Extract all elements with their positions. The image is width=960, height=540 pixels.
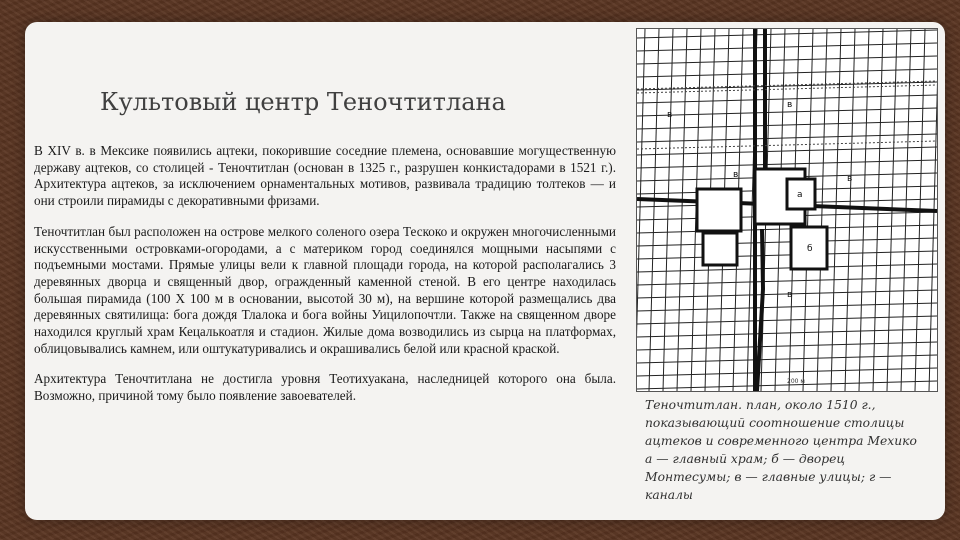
map-scale: 200 м bbox=[787, 378, 805, 385]
street-line bbox=[637, 30, 937, 38]
street-line bbox=[637, 251, 937, 259]
street-line bbox=[637, 238, 937, 246]
street-line bbox=[637, 303, 937, 311]
street-line bbox=[637, 69, 937, 77]
street-line bbox=[637, 134, 937, 142]
city-plan-drawing bbox=[637, 29, 937, 391]
street-line bbox=[817, 29, 827, 391]
street-line bbox=[637, 342, 937, 350]
street-line bbox=[677, 29, 687, 391]
street-line bbox=[637, 82, 937, 90]
figure-caption: Теночтитлан. план, около 1510 г., показывающий соотношение столицы ацтеков и современного центра Мехико а — главный храм; б — дворец Монтесумы; в — главные улицы; г — каналы bbox=[645, 398, 917, 502]
city-plan-image bbox=[636, 28, 938, 392]
street-line bbox=[637, 355, 937, 363]
body-text bbox=[34, 143, 616, 419]
street-line bbox=[637, 56, 937, 64]
map-label-b: б bbox=[807, 244, 813, 254]
map-label-v: в bbox=[787, 290, 793, 300]
slide-title: Культовый центр Теночтитлана bbox=[100, 88, 506, 116]
map-label-v: в bbox=[733, 170, 739, 180]
map-label-v: в bbox=[847, 174, 853, 184]
street-line bbox=[637, 329, 937, 337]
street-line bbox=[831, 29, 841, 391]
street-line bbox=[637, 264, 937, 272]
paragraph-1: В XIV в. в Мексике появились ацтеки, покорившие соседние племена, основавшие могущественную державу ацтеков, со столицей - Теночтитлан (основан в 1325 г., разрушен конкистадорами в 1521 г.). Архитектура ацтеков, за исключением орнаментальных мотивов, развивала традицию толтеков — и они строили пирамиды с декоративными фризами. bbox=[34, 143, 616, 209]
paragraph-3: Архитектура Теночтитлана не достигла уровня Теотихуакана, наследницей которого она была. Возможно, причиной тому было появление завоевателей. bbox=[34, 371, 616, 404]
street-line bbox=[637, 121, 937, 129]
street-line bbox=[637, 277, 937, 285]
map-label-v: в bbox=[667, 110, 673, 120]
street-line bbox=[637, 368, 937, 376]
street-line bbox=[637, 43, 937, 51]
street-line bbox=[637, 160, 937, 168]
street-line bbox=[637, 316, 937, 324]
map-label-a: а bbox=[797, 190, 803, 200]
map-label-v: в bbox=[787, 100, 793, 110]
paragraph-2: Теночтитлан был расположен на острове мелкого соленого озера Тескоко и окружен многочисленными искусственными островками-огородами, а с материком город соединялся мощными насыпями с подъемными мостами. Прямые улицы вели к главной площади города, на которой располагались 3 деревянных дворца и священный двор, огражденный каменной стеной. В его центре находилась большая пирамида (100 X 100 м в основании, высотой 30 м), на вершине которой размещались два деревянных святилища: бога дождя Тлалока и бога войны Уицилопочтли. Также на священном дворе находился круглый храм Кецалькоатля и стадион. Жилые дома возводились из сырца на платформах, облицовывались камнем, или оштукатуривались и окрашивались белой или красной краской. bbox=[34, 223, 616, 356]
